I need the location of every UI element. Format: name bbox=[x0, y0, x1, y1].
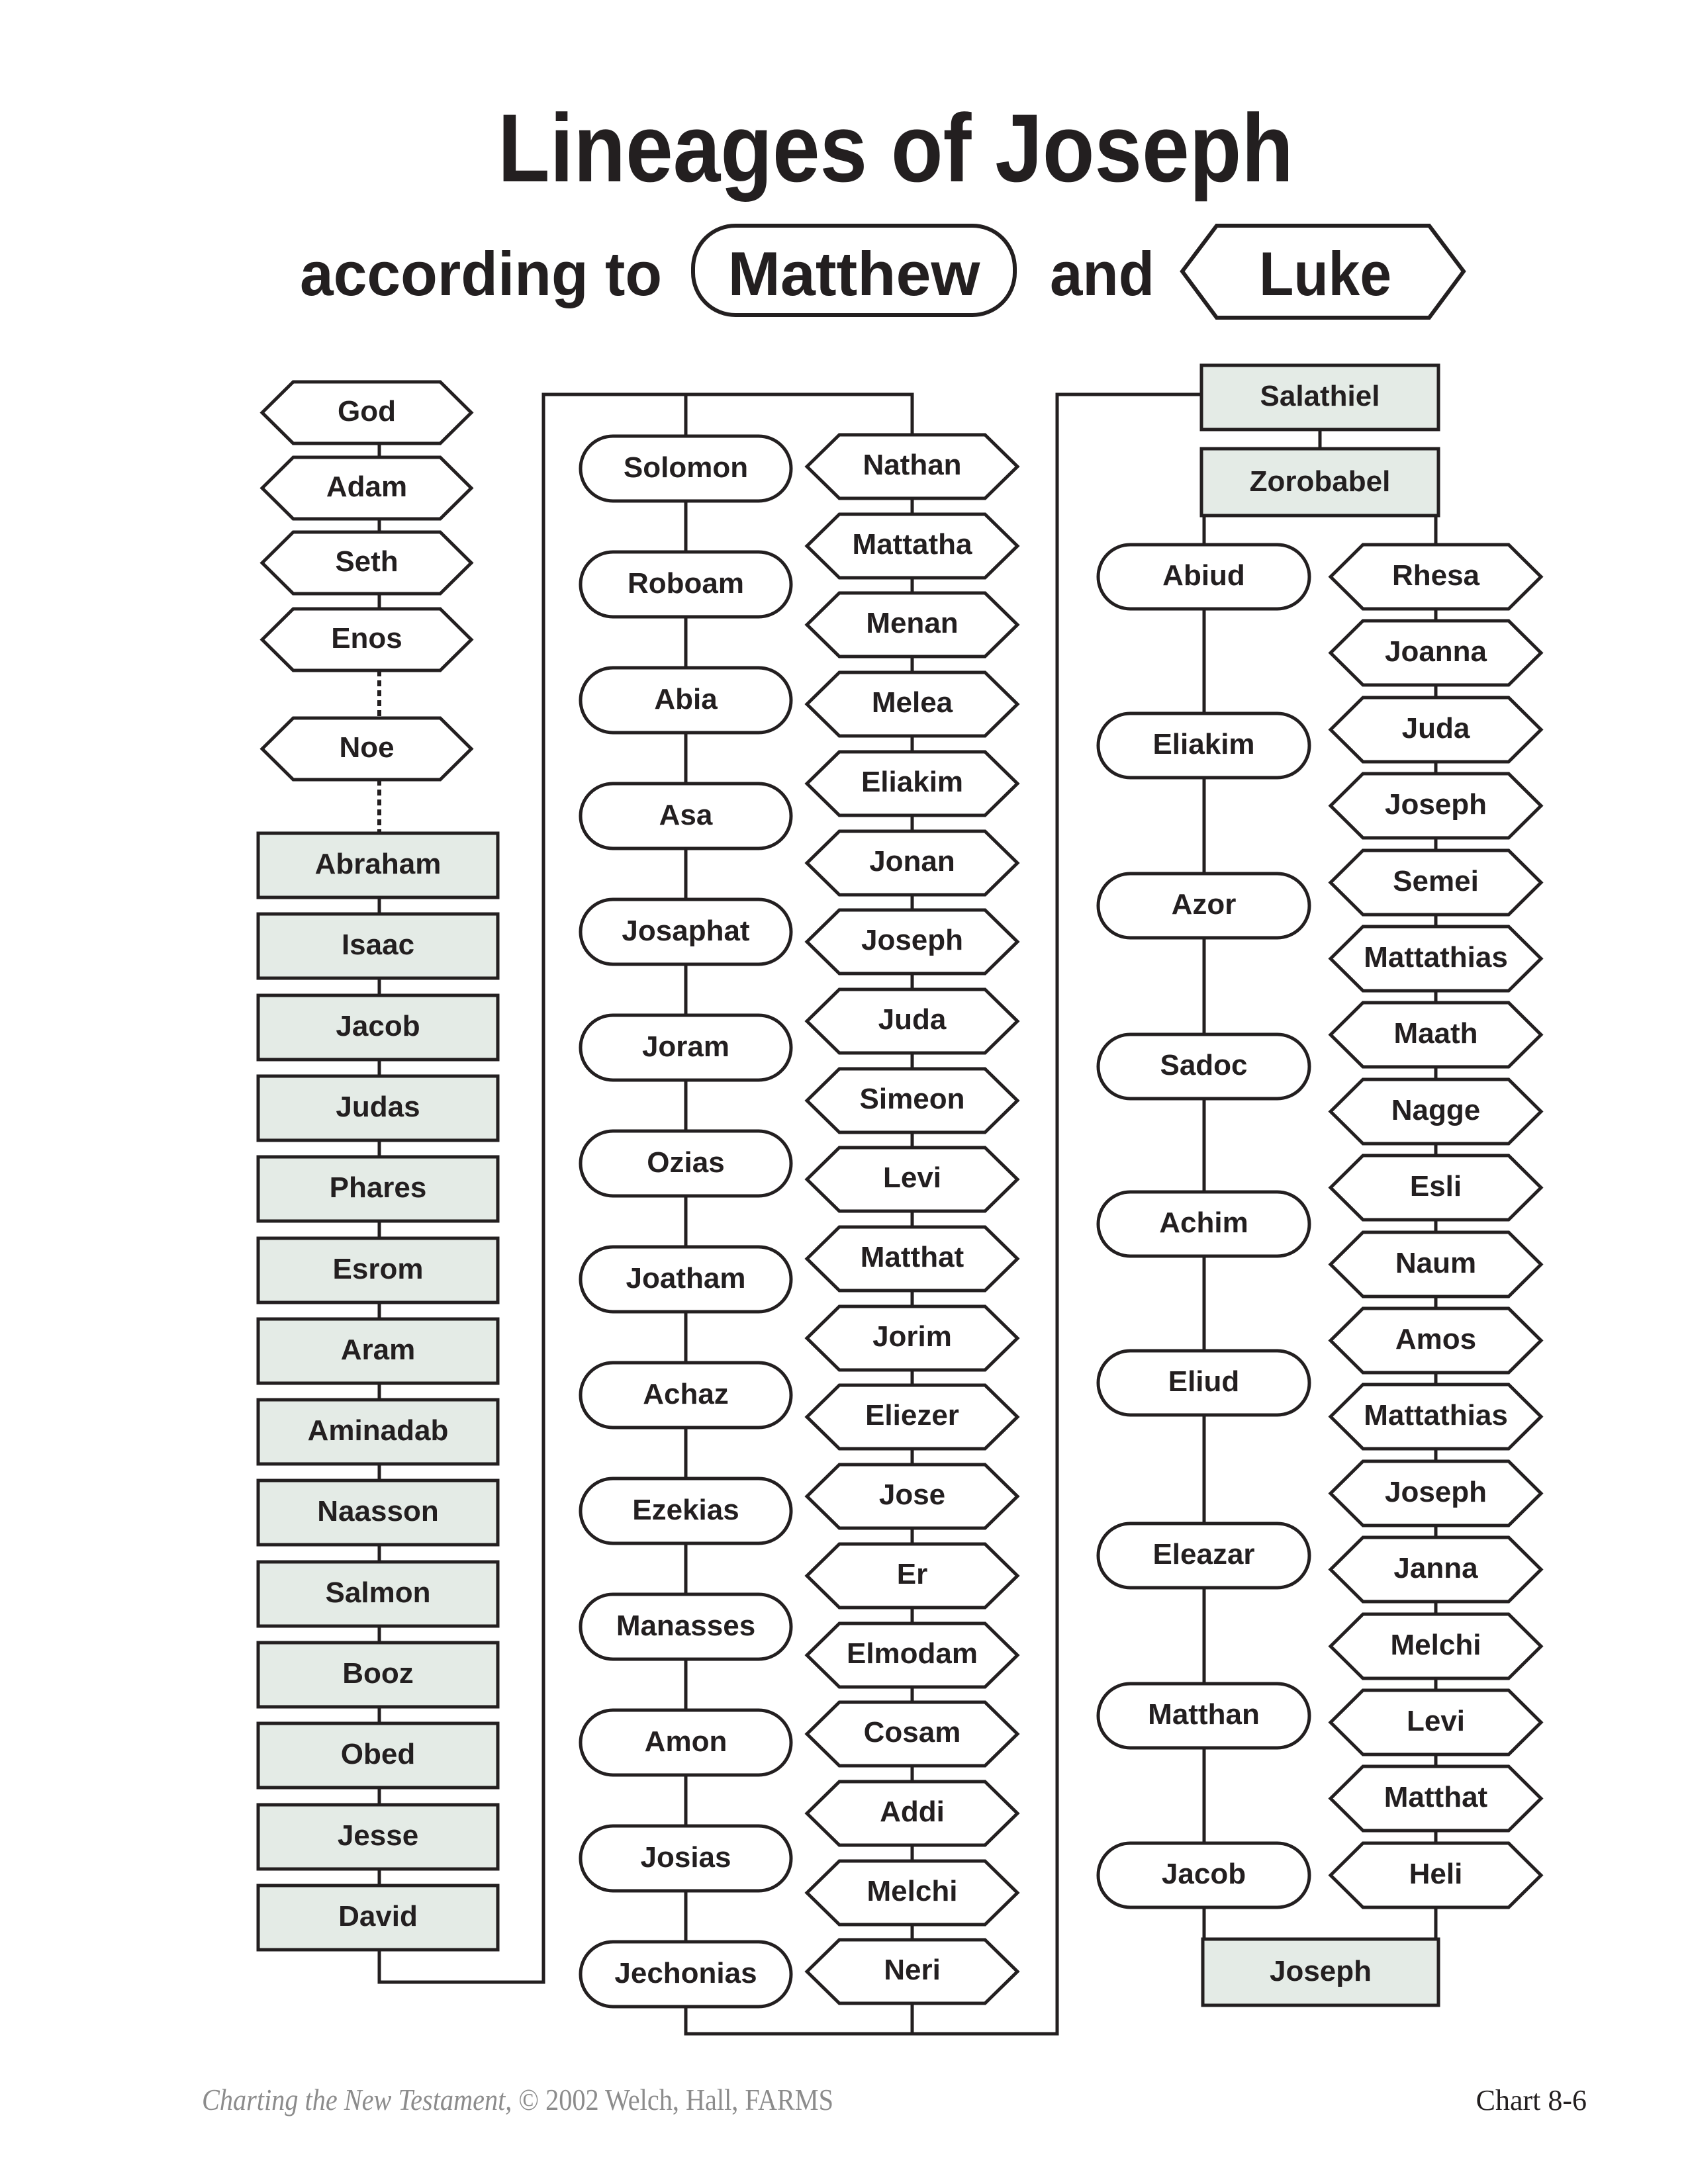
matthew-legend bbox=[693, 226, 1015, 315]
node-label: Azor bbox=[1171, 888, 1237, 921]
header bbox=[300, 94, 1464, 318]
node-label: Judas bbox=[336, 1091, 420, 1123]
matthew-node-solomon bbox=[581, 436, 791, 501]
node-label: Addi bbox=[880, 1796, 945, 1828]
matthew-node-eliud bbox=[1098, 1351, 1309, 1415]
node-label: Er bbox=[896, 1558, 928, 1590]
luke-node-rhesa bbox=[1331, 545, 1541, 609]
shared-node-salathiel bbox=[1201, 365, 1438, 430]
node-label: God bbox=[338, 395, 396, 428]
luke-node-amos bbox=[1331, 1308, 1541, 1373]
node-label: Adam bbox=[326, 471, 408, 503]
matthew-node-joram bbox=[581, 1015, 791, 1080]
node-label: Simeon bbox=[859, 1083, 965, 1115]
shared-node-aminadab bbox=[258, 1400, 498, 1464]
luke-node-mattatha bbox=[807, 514, 1017, 578]
node-label: Eliezer bbox=[865, 1399, 959, 1432]
matthew-node-abia bbox=[581, 668, 791, 733]
node-label: Aminadab bbox=[307, 1414, 449, 1447]
node-label: Joram bbox=[641, 1030, 730, 1063]
page-title: Lineages of Joseph bbox=[498, 94, 1293, 202]
node-label: David bbox=[338, 1900, 418, 1933]
shared-node-obed bbox=[258, 1723, 498, 1788]
node-label: Semei bbox=[1393, 865, 1479, 897]
node-label: Amos bbox=[1395, 1323, 1477, 1355]
luke-node-heli bbox=[1331, 1843, 1541, 1907]
luke-node-noe bbox=[262, 718, 471, 780]
node-label: Joseph bbox=[861, 924, 964, 956]
node-label: Eliakim bbox=[1152, 728, 1255, 760]
lineage-nodes bbox=[258, 365, 1541, 2007]
luke-node-joseph bbox=[1331, 774, 1541, 838]
node-label: Eleazar bbox=[1152, 1538, 1255, 1570]
matthew-node-jechonias bbox=[581, 1942, 791, 2007]
node-label: Nagge bbox=[1391, 1094, 1481, 1126]
node-label: Sadoc bbox=[1160, 1049, 1248, 1081]
node-label: Obed bbox=[340, 1738, 416, 1770]
matthew-node-roboam bbox=[581, 552, 791, 617]
footer bbox=[202, 2083, 1587, 2116]
matthew-node-ezekias bbox=[581, 1479, 791, 1543]
node-label: Booz bbox=[342, 1657, 414, 1690]
subtitle-conjunction: and bbox=[1050, 239, 1154, 308]
node-label: Eliud bbox=[1168, 1365, 1240, 1398]
node-label: Menan bbox=[866, 607, 959, 639]
luke-node-simeon bbox=[807, 1069, 1017, 1132]
node-label: Matthat bbox=[1383, 1781, 1488, 1813]
luke-node-joseph bbox=[1331, 1461, 1541, 1525]
node-label: Roboam bbox=[628, 567, 744, 600]
shared-node-phares bbox=[258, 1157, 498, 1221]
node-label: Neri bbox=[884, 1954, 941, 1986]
node-label: Aram bbox=[340, 1334, 416, 1366]
node-label: Jose bbox=[878, 1479, 946, 1511]
node-label: Jonan bbox=[869, 845, 955, 878]
node-label: Achim bbox=[1159, 1206, 1248, 1239]
luke-node-er bbox=[807, 1544, 1017, 1608]
node-label: Mattathias bbox=[1364, 941, 1508, 974]
node-label: Achaz bbox=[643, 1378, 729, 1410]
luke-node-melea bbox=[807, 672, 1017, 736]
node-label: Joatham bbox=[626, 1262, 746, 1295]
luke-node-esli bbox=[1331, 1156, 1541, 1220]
node-label: Joseph bbox=[1384, 1476, 1487, 1508]
shared-node-judas bbox=[258, 1076, 498, 1140]
matthew-node-josias bbox=[581, 1826, 791, 1891]
node-label: Abraham bbox=[314, 848, 442, 880]
shared-node-salmon bbox=[258, 1562, 498, 1626]
shared-node-zorobabel bbox=[1201, 449, 1438, 516]
luke-node-eliakim bbox=[807, 752, 1017, 815]
luke-node-eliezer bbox=[807, 1385, 1017, 1449]
shared-node-isaac bbox=[258, 914, 498, 978]
luke-node-melchi bbox=[1331, 1614, 1541, 1678]
shared-node-jesse bbox=[258, 1805, 498, 1869]
node-label: Jorim bbox=[872, 1320, 952, 1353]
node-label: Naum bbox=[1395, 1247, 1477, 1279]
node-label: Melchi bbox=[1390, 1629, 1481, 1661]
luke-node-jose bbox=[807, 1465, 1017, 1528]
node-label: Janna bbox=[1393, 1552, 1478, 1584]
node-label: Abia bbox=[654, 683, 718, 715]
luke-node-maath bbox=[1331, 1003, 1541, 1067]
node-label: Nathan bbox=[863, 449, 962, 481]
node-label: Joseph bbox=[1384, 788, 1487, 821]
node-label: Maath bbox=[1393, 1017, 1478, 1050]
node-label: Seth bbox=[335, 545, 399, 578]
node-label: Juda bbox=[878, 1003, 947, 1036]
node-label: Joseph bbox=[1269, 1955, 1372, 1987]
luke-node-naum bbox=[1331, 1232, 1541, 1297]
luke-node-melchi bbox=[807, 1861, 1017, 1925]
luke-node-semei bbox=[1331, 850, 1541, 915]
matthew-node-eliakim bbox=[1098, 713, 1309, 778]
node-label: Amon bbox=[644, 1725, 727, 1758]
node-label: Asa bbox=[659, 799, 713, 831]
luke-node-janna bbox=[1331, 1537, 1541, 1602]
node-label: Heli bbox=[1409, 1858, 1463, 1890]
luke-node-joseph bbox=[807, 910, 1017, 974]
node-label: Elmodam bbox=[846, 1637, 978, 1670]
node-label: Esrom bbox=[332, 1253, 424, 1285]
matthew-node-manasses bbox=[581, 1594, 791, 1659]
node-label: Josaphat bbox=[622, 915, 750, 947]
luke-node-enos bbox=[262, 609, 471, 670]
shared-node-abraham bbox=[258, 833, 498, 897]
luke-node-joanna bbox=[1331, 621, 1541, 685]
node-label: Esli bbox=[1409, 1170, 1462, 1203]
luke-node-addi bbox=[807, 1782, 1017, 1845]
matthew-node-asa bbox=[581, 784, 791, 848]
node-label: Levi bbox=[1406, 1705, 1466, 1737]
node-label: Solomon bbox=[623, 451, 749, 484]
shared-node-naasson bbox=[258, 1480, 498, 1545]
node-label: Phares bbox=[329, 1171, 427, 1204]
node-label: Abiud bbox=[1162, 559, 1245, 592]
node-label: Joanna bbox=[1384, 635, 1487, 668]
node-label: Ezekias bbox=[632, 1494, 739, 1526]
matthew-node-josaphat bbox=[581, 899, 791, 964]
node-label: Cosam bbox=[863, 1716, 961, 1749]
luke-node-nagge bbox=[1331, 1079, 1541, 1144]
matthew-node-sadoc bbox=[1098, 1034, 1309, 1099]
matthew-node-matthan bbox=[1098, 1684, 1309, 1748]
node-label: Ozias bbox=[647, 1146, 725, 1179]
descendant-node-joseph bbox=[1203, 1939, 1438, 2005]
luke-node-jonan bbox=[807, 831, 1017, 895]
matthew-node-abiud bbox=[1098, 545, 1309, 609]
node-label: Isaac bbox=[341, 929, 415, 961]
luke-node-adam bbox=[262, 457, 471, 519]
luke-node-mattathias bbox=[1331, 1385, 1541, 1449]
luke-node-cosam bbox=[807, 1702, 1017, 1766]
node-label: Naasson bbox=[317, 1495, 439, 1527]
luke-node-levi bbox=[1331, 1690, 1541, 1754]
matthew-node-achaz bbox=[581, 1363, 791, 1428]
luke-node-neri bbox=[807, 1940, 1017, 2003]
node-label: Josias bbox=[640, 1841, 731, 1874]
node-label: Rhesa bbox=[1391, 559, 1480, 592]
luke-legend bbox=[1182, 226, 1464, 318]
shared-node-aram bbox=[258, 1319, 498, 1383]
node-label: Jesse bbox=[337, 1819, 419, 1852]
shared-node-david bbox=[258, 1886, 498, 1950]
luke-node-nathan bbox=[807, 435, 1017, 498]
luke-node-elmodam bbox=[807, 1623, 1017, 1687]
matthew-node-amon bbox=[581, 1710, 791, 1775]
node-label: Jacob bbox=[1161, 1858, 1246, 1890]
node-label: Mattathias bbox=[1364, 1399, 1508, 1432]
node-label: Melea bbox=[871, 686, 953, 719]
luke-node-juda bbox=[807, 989, 1017, 1053]
footer-source bbox=[202, 2083, 880, 2116]
matthew-node-joatham bbox=[581, 1247, 791, 1312]
luke-node-matthat bbox=[1331, 1766, 1541, 1831]
footer-chart-number: Chart 8-6 bbox=[1476, 2084, 1587, 2116]
shared-node-booz bbox=[258, 1643, 498, 1707]
shared-node-esrom bbox=[258, 1238, 498, 1302]
node-label: Enos bbox=[331, 622, 402, 655]
footer-source-title: Charting the New Testament, bbox=[202, 2083, 556, 2116]
luke-node-menan bbox=[807, 593, 1017, 657]
luke-node-levi bbox=[807, 1148, 1017, 1211]
node-label: Eliakim bbox=[861, 766, 964, 798]
node-label: Matthan bbox=[1148, 1698, 1260, 1731]
luke-node-juda bbox=[1331, 698, 1541, 762]
matthew-node-ozias bbox=[581, 1131, 791, 1196]
subtitle-prefix: according to bbox=[300, 239, 662, 308]
luke-node-mattathias bbox=[1331, 927, 1541, 991]
node-label: Jacob bbox=[336, 1010, 420, 1042]
luke-node-seth bbox=[262, 532, 471, 594]
matthew-legend-label: Matthew bbox=[727, 239, 981, 308]
node-label: Salmon bbox=[325, 1576, 431, 1609]
matthew-node-azor bbox=[1098, 874, 1309, 938]
node-label: Juda bbox=[1401, 712, 1470, 745]
footer-source-rest: © 2002 Welch, Hall, FARMS bbox=[512, 2083, 880, 2116]
node-label: Jechonias bbox=[614, 1957, 757, 1989]
node-label: Zorobabel bbox=[1249, 465, 1391, 498]
node-label: Levi bbox=[882, 1161, 942, 1194]
matthew-node-eleazar bbox=[1098, 1524, 1309, 1588]
node-label: Noe bbox=[339, 731, 395, 764]
shared-node-jacob bbox=[258, 995, 498, 1060]
luke-node-matthat bbox=[807, 1227, 1017, 1291]
luke-node-jorim bbox=[807, 1306, 1017, 1370]
node-label: Matthat bbox=[860, 1241, 964, 1273]
node-label: Manasses bbox=[616, 1610, 756, 1642]
matthew-node-jacob bbox=[1098, 1843, 1309, 1907]
luke-legend-label: Luke bbox=[1259, 239, 1391, 308]
node-label: Salathiel bbox=[1260, 380, 1380, 412]
node-label: Mattatha bbox=[852, 528, 972, 561]
luke-node-god bbox=[262, 382, 471, 443]
node-label: Melchi bbox=[867, 1875, 958, 1907]
matthew-node-achim bbox=[1098, 1192, 1309, 1256]
